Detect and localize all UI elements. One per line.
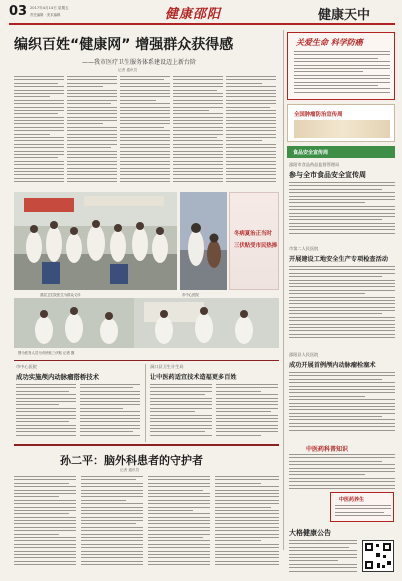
art3-kicker: 邵阳县人民医院	[289, 352, 319, 357]
lead-text-col-4	[173, 76, 223, 188]
sidebar-bottom-heading: 大格健康公告	[289, 529, 331, 537]
page-header	[0, 0, 402, 26]
right-box-1-text	[294, 51, 390, 97]
section-title: 健康天中	[318, 8, 371, 23]
banner-line-2: 三伏贴受市民热捧	[234, 243, 278, 249]
art1-kicker: 邵阳市食品药品监督管理局	[289, 162, 340, 167]
mid-left-kicker: 市中心医院	[16, 364, 37, 369]
feature-text-col-3	[148, 476, 210, 571]
group-photo-illustration	[14, 192, 177, 290]
art3-title: 成功开展首例颅内动脉瘤栓塞术	[289, 362, 376, 369]
mid-right-kicker: 洞口县卫生计生局	[150, 364, 184, 369]
date-line: 2017年4月14日 星期五	[30, 6, 69, 10]
feature-rule	[14, 444, 279, 446]
green-band	[287, 146, 395, 158]
green-band-label: 食品安全宣传周	[293, 150, 329, 156]
mid-rule	[14, 360, 279, 361]
feature-text-col-1	[14, 476, 76, 571]
promo-banner	[229, 192, 279, 290]
feature-text-col-2	[81, 476, 143, 571]
lead-photo-wide	[14, 298, 279, 348]
qr-code-graphic	[363, 541, 393, 571]
masthead-logo: 健康邵阳	[165, 7, 222, 22]
mid-left-text-1	[16, 384, 76, 440]
lead-photo-small	[180, 192, 227, 290]
feature-byline: 记者 通讯员	[120, 468, 140, 472]
art2-kicker: 市第二人民医院	[289, 246, 319, 251]
qr-code-icon	[362, 540, 394, 572]
lead-photo-small-caption: 市中心医院	[182, 293, 199, 297]
banner-line-1: 冬病夏治正当时	[234, 231, 272, 237]
header-rule	[9, 23, 395, 25]
mid-right-text-2	[216, 384, 278, 440]
feature-headline: 孙二平：脑外科患者的守护者	[60, 454, 203, 467]
wide-photo-illustration	[14, 298, 279, 348]
mid-right-text-1	[150, 384, 212, 440]
art1-title: 参与全市食品安全宣传周	[289, 171, 366, 179]
editor-line: 责任编辑 · 美术编辑	[30, 13, 61, 17]
sidebar-bottom-box-title: 中医药养生	[339, 497, 365, 503]
mid-divider	[145, 364, 146, 442]
right-box-2-art	[294, 120, 390, 138]
right-box-2-title: 全国肿瘤防治宣传周	[294, 112, 343, 118]
sidebar-bottom-box-text	[335, 505, 391, 521]
mid-left-title: 成功实施颅内动脉瘤搭桥技术	[16, 373, 100, 381]
right-box-1-title: 关爱生命 科学防癌	[296, 37, 363, 47]
lead-headline: 编织百姓“健康网” 增强群众获得感	[14, 37, 234, 53]
lead-text-col-5	[226, 76, 276, 188]
sidebar-bottom-text-2	[289, 540, 357, 574]
lead-text-col-1	[14, 76, 64, 188]
lead-byline: 记者 通讯员	[118, 68, 138, 72]
art1-text	[289, 182, 395, 238]
lead-photo-wide-caption: 图为医务人员为市民贴三伏贴 记者 摄	[18, 351, 75, 355]
lead-subheadline: ——我市医疗卫生服务体系建设迈上新台阶	[82, 59, 197, 66]
right-box-2	[287, 104, 395, 142]
sidebar-bottom-box	[330, 492, 394, 522]
lead-text-col-2	[67, 76, 117, 188]
lead-text-col-3	[120, 76, 170, 188]
mid-right-title: 让中医药适宜技术造福更多百姓	[150, 374, 237, 381]
lead-photo-group-caption: 基层卫生院医生为群众义诊	[40, 293, 81, 297]
mid-left-text-2	[80, 384, 140, 440]
right-box-1	[287, 32, 395, 100]
feature-text-col-4	[215, 476, 279, 571]
sidebar-bottom-text	[289, 454, 395, 490]
column-divider-main	[283, 30, 284, 550]
clinic-photo-illustration	[180, 192, 227, 290]
art2-text	[289, 266, 395, 342]
lead-photo-group	[14, 192, 177, 290]
art2-title: 开展建设工地安全生产专项检查活动	[289, 256, 388, 263]
sidebar-bottom-title: 中医药科普知识	[306, 446, 349, 453]
art3-text	[289, 372, 395, 436]
page-number: 03	[9, 4, 28, 19]
